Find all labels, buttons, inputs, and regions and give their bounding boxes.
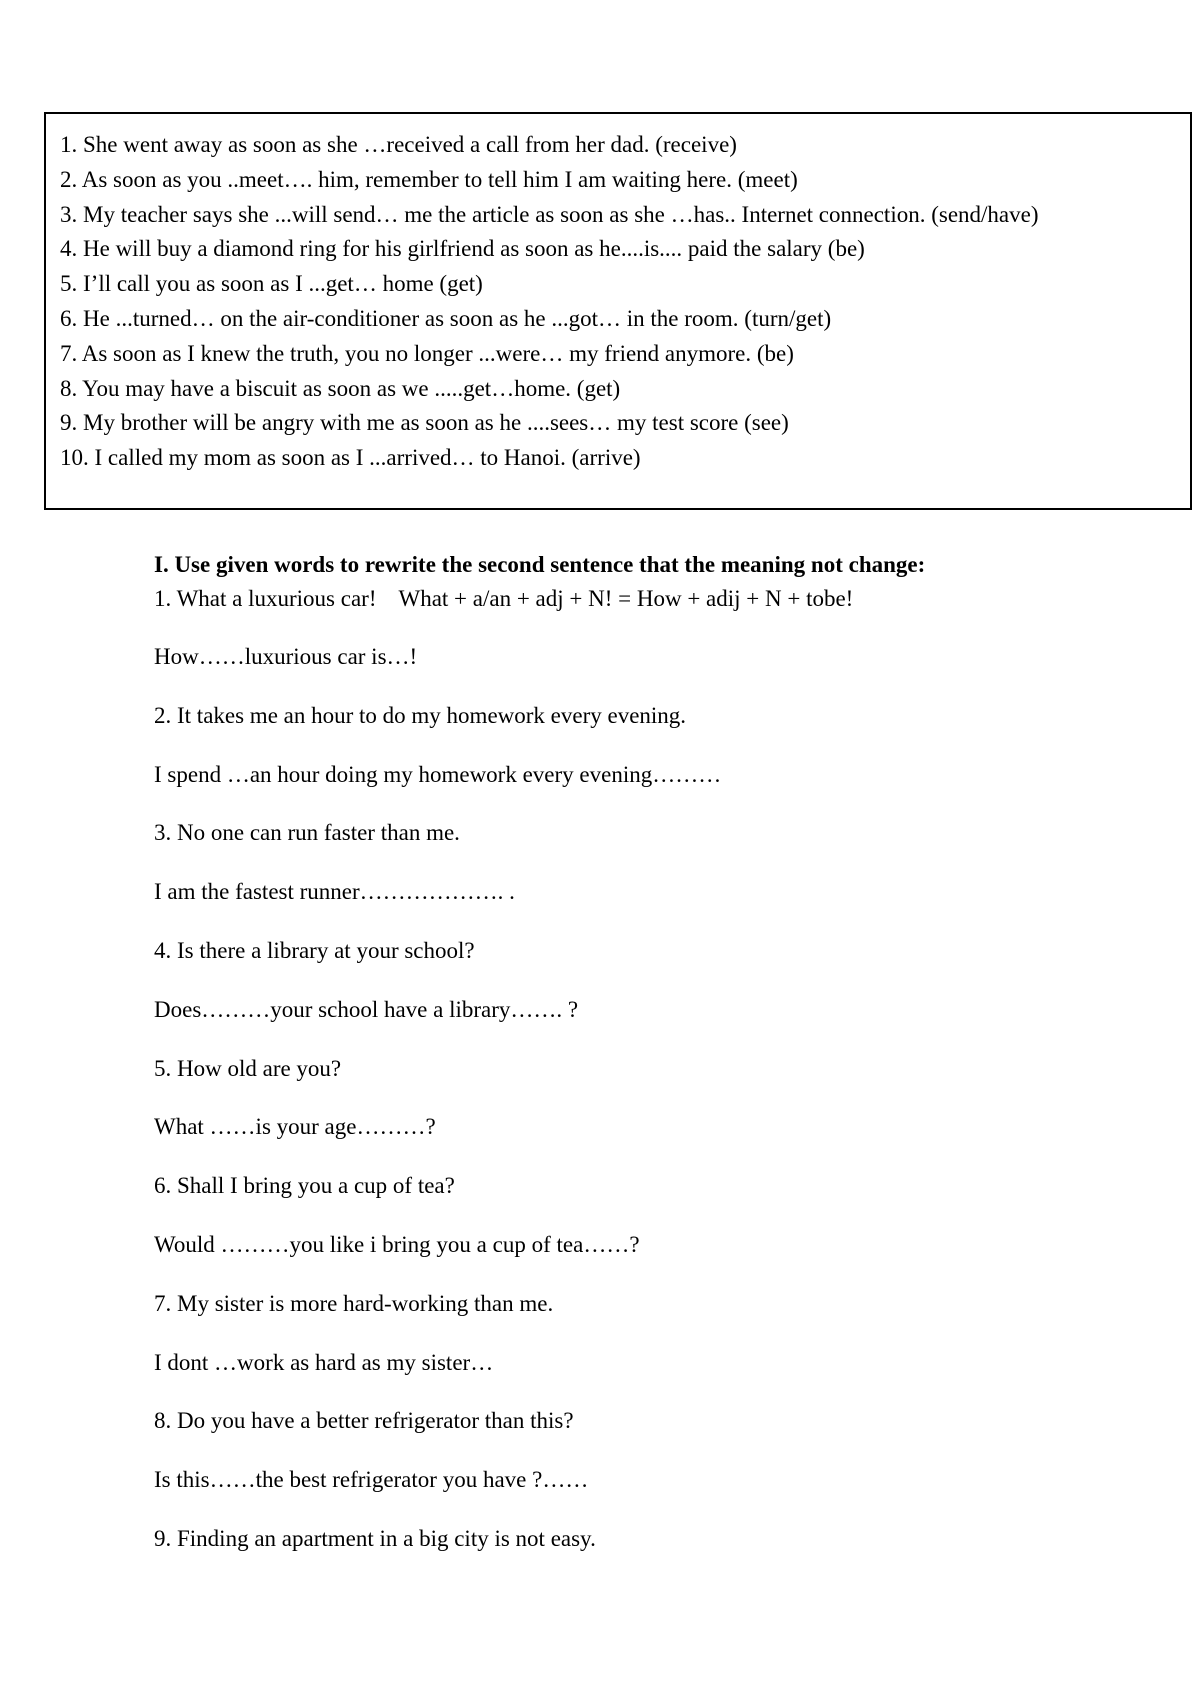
box-line-10: 10. I called my mom as soon as I ...arrived… to Hanoi. (arrive) bbox=[60, 445, 641, 471]
answer-line-1: How……luxurious car is…! bbox=[154, 644, 418, 669]
box-line-9: 9. My brother will be angry with me as soon as he ....sees… my test score (see) bbox=[60, 410, 789, 436]
answer-line-2: I spend …an hour doing my homework every evening……… bbox=[154, 761, 722, 787]
box-line-6: 6. He ...turned… on the air-conditioner as soon as he ...got… in the room. (turn/get) bbox=[60, 305, 832, 331]
box-line-2: 2. As soon as you ..meet…. him, remember to tell him I am waiting here. (meet) bbox=[60, 166, 798, 192]
question-1-formula: What + a/an + adj + N! = How + adij + N + tobe! bbox=[398, 586, 854, 611]
section-heading: I. Use given words to rewrite the second sentence that the meaning not change: bbox=[154, 552, 926, 577]
answer-line-5: What ……is your age………? bbox=[154, 1114, 436, 1140]
answer-line-3: I am the fastest runner………………. . bbox=[154, 879, 515, 905]
question-line-2: 2. It takes me an hour to do my homework every evening. bbox=[154, 702, 687, 728]
question-line-6: 6. Shall I bring you a cup of tea? bbox=[154, 1173, 455, 1199]
rewrite-section bbox=[154, 548, 1174, 1581]
answer-line-8: Is this……the best refrigerator you have ?…… bbox=[154, 1467, 589, 1493]
answer-box bbox=[44, 112, 1192, 510]
box-line-5: 5. I’ll call you as soon as I ...get… home (get) bbox=[60, 271, 483, 297]
box-line-7: 7. As soon as I knew the truth, you no longer ...were… my friend anymore. (be) bbox=[60, 340, 794, 366]
question-line-5: 5. How old are you? bbox=[154, 1055, 342, 1081]
box-line-4: 4. He will buy a diamond ring for his girlfriend as soon as he....is.... paid the salary (be) bbox=[60, 236, 865, 262]
answer-line-7: I dont …work as hard as my sister… bbox=[154, 1349, 494, 1375]
answer-line-6: Would ………you like i bring you a cup of tea……? bbox=[154, 1231, 640, 1257]
box-line-8: 8. You may have a biscuit as soon as we .....get…home. (get) bbox=[60, 375, 621, 401]
box-line-3: 3. My teacher says she ...will send… me the article as soon as she …has.. Internet connection. (send/have) bbox=[60, 201, 1039, 227]
question-line-8: 8. Do you have a better refrigerator than this? bbox=[154, 1408, 574, 1434]
question-line-4: 4. Is there a library at your school? bbox=[154, 937, 475, 963]
question-line-7: 7. My sister is more hard-working than me. bbox=[154, 1290, 554, 1316]
answer-line-4: Does………your school have a library……. ? bbox=[154, 996, 579, 1022]
question-line-9: 9. Finding an apartment in a big city is not easy. bbox=[154, 1525, 596, 1551]
question-line-3: 3. No one can run faster than me. bbox=[154, 820, 460, 846]
box-line-1: 1. She went away as soon as she …received a call from her dad. (receive) bbox=[60, 132, 737, 157]
question-1 bbox=[154, 582, 1174, 640]
question-1-sentence: 1. What a luxurious car! bbox=[154, 586, 377, 611]
